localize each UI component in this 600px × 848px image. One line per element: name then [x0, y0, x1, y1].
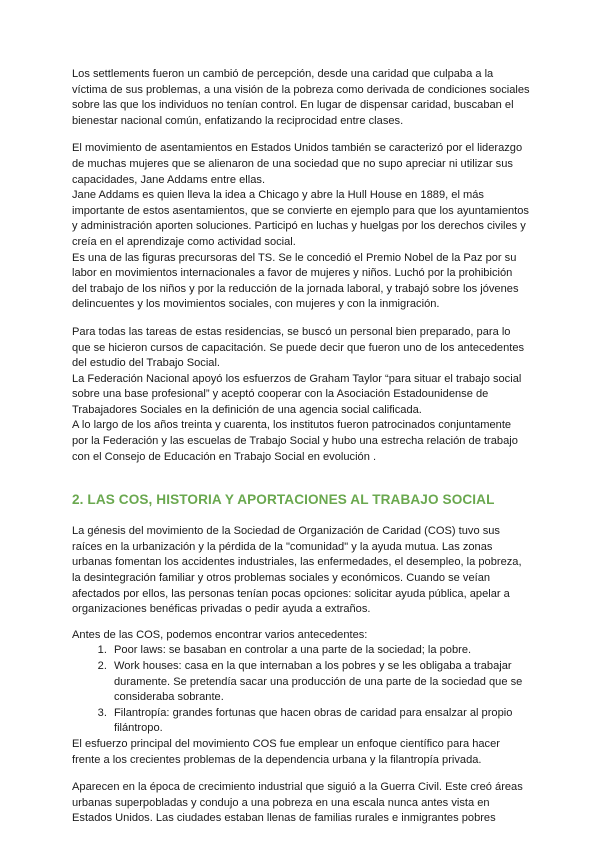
section-heading: 2. LAS COS, HISTORIA Y APORTACIONES AL TRABAJO SOCIAL [72, 492, 495, 508]
list-item: 2. Work houses: casa en la que internaban a los pobres y se les obligaba a trabajar duramente. Se pretendía sacar una producción de una parte de la sociedad que se consideraba sobrante. [110, 659, 530, 706]
list-item: 1. Poor laws: se basaban en controlar a una parte de la sociedad; la pobre. [110, 643, 530, 659]
list-item: 3. Filantropía: grandes fortunas que hacen obras de caridad para ensalzar al propio filántropo. [110, 706, 530, 737]
paragraph-cos-genesis: La génesis del movimiento de la Sociedad de Organización de Caridad (COS) tuvo sus raíces en la urbanización y la pérdida de la "comunidad" y la ayuda mutua. Las zonas urbanas fomentan los accidentes industriales, las enfermedades, el desempleo, la pobreza, la desintegración familiar y otros problemas sociales y económicos. Cuando se veían afectados por ellos, las personas tenían pocas opciones: solicitar ayuda pública, apelar a organizaciones benéficas privadas o pedir ayuda a extraños. [72, 525, 522, 616]
antecedents-list [72, 643, 530, 737]
paragraph-women-leadership: El movimiento de asentamientos en Estados Unidos también se caracterizó por el liderazgo de muchas mujeres que se alienaron de una sociedad que no supo apreciar ni utilizar sus capacidades, Jane Addams entre ellas. [72, 142, 523, 186]
paragraph-cos-effort: El esfuerzo principal del movimiento COS fue emplear un enfoque científico para hacer frente a los crecientes problemas de la dependencia urbana y la filantropía privada. [72, 737, 500, 766]
paragraph-precursor: Es una de las figuras precursoras del TS. Se le concedió el Premio Nobel de la Paz por su labor en movimientos internacionales a favor de mujeres y niños. Luchó por la prohibición del trabajo de los niños y por la reducción de la jornada laboral, y trabajó sobre los jóvenes delincuentes y los movimientos sociales, con mujeres y con la inmigración. [72, 251, 519, 311]
paragraph-antecedents-intro: Antes de las COS, podemos encontrar varios antecedentes: [72, 628, 368, 641]
paragraph-training: Para todas las tareas de estas residencias, se buscó un personal bien preparado, para lo que se hicieron cursos de capacitación. Se puede decir que fueron uno de los antecedentes del estudio del Trabajo Social. [72, 325, 525, 370]
paragraph-settlements: Los settlements fueron un cambió de percepción, desde una caridad que culpaba a la víctima de sus problemas, a una visión de la pobreza como derivada de condiciones sociales sobre las que los individuos no tenían control. En lugar de dispensar caridad, buscaban el bienestar nacional común, enfatizando la reciprocidad entre clases. [72, 68, 530, 127]
paragraph-industrial-growth: Aparecen en la época de crecimiento industrial que siguió a la Guerra Civil. Este creó áreas urbanas superpobladas y condujo a una pobreza en una escala nunca antes vista en Estados Unidos. Las ciudades estaban llenas de familias rurales e inmigrantes pobres [72, 781, 523, 825]
paragraph-institutes: A lo largo de los años treinta y cuarenta, los institutos fueron patrocinados conjuntamente por la Federación y las escuelas de Trabajo Social y hubo una estrecha relación de trabajo con el Consejo de Educación en Trabajo Social en evolución . [72, 419, 518, 463]
paragraph-jane-addams: Jane Addams es quien lleva la idea a Chicago y abre la Hull House en 1889, el más importante de estos asentamientos, que se convierte en ejemplo para que los ayuntamientos y administración aporten soluciones. Participó en luchas y huelgas por los derechos civiles y creía en el aprendizaje como actividad social. [72, 189, 529, 248]
paragraph-federation: La Federación Nacional apoyó los esfuerzos de Graham Taylor “para situar el trabajo social sobre una base profesional” y aceptó cooperar con la Asociación Estadounidense de Trabajadores Sociales en la definición de una agencia social calificada. [72, 372, 522, 416]
